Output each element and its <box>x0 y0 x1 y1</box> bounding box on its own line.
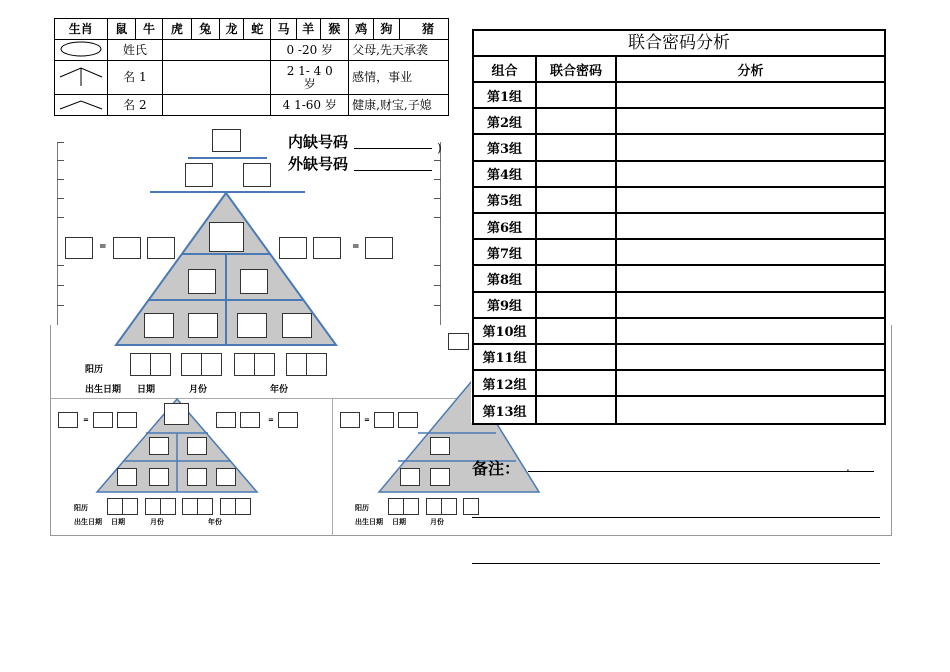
ruler-tick <box>57 305 64 306</box>
equation-box[interactable] <box>65 237 93 259</box>
ruler-tick <box>434 198 441 199</box>
group-label: 第13组 <box>474 397 537 423</box>
equation-box[interactable] <box>340 412 360 428</box>
small-pyramid-box[interactable] <box>149 437 169 455</box>
zodiac-header-cell: 猪 <box>399 19 448 40</box>
ruler-tick <box>57 179 64 180</box>
small-pyramid-box[interactable] <box>430 437 450 455</box>
zodiac-header-cell: 龙 <box>219 19 243 40</box>
zodiac-header-cell: 猴 <box>320 19 348 40</box>
peak-icon <box>55 61 108 95</box>
group-label: 第8组 <box>474 266 537 290</box>
analysis-cell[interactable] <box>617 135 884 159</box>
equals-sign: = <box>364 415 370 424</box>
equation-box[interactable] <box>147 237 175 259</box>
year-digit-box[interactable] <box>197 498 213 515</box>
zodiac-header-cell: 生肖 <box>55 19 108 40</box>
zodiac-row-label: 姓氏 <box>107 40 163 61</box>
code-cell[interactable] <box>537 397 617 423</box>
ruler-tick <box>434 179 441 180</box>
zodiac-row <box>55 95 449 116</box>
calendar-label: 阳历 <box>85 365 104 375</box>
analysis-cell[interactable] <box>617 214 884 238</box>
ruler-tick <box>434 160 441 161</box>
code-cell[interactable] <box>537 188 617 212</box>
zodiac-row-age: 0 -20 岁 <box>271 40 349 61</box>
small-pyramid-box[interactable] <box>430 468 450 486</box>
zodiac-header-cell: 马 <box>271 19 296 40</box>
month-label: 月份 <box>150 517 164 526</box>
small-pyramid-box[interactable] <box>164 403 189 425</box>
equation-box[interactable] <box>113 237 141 259</box>
column-header-code: 联合密码 <box>537 57 617 81</box>
pyramid-box-mid[interactable] <box>240 269 268 294</box>
zodiac-row-age: 4 1-60 岁 <box>271 95 349 116</box>
zodiac-header-cell: 鸡 <box>349 19 374 40</box>
birth-date-label: 出生日期 <box>74 517 102 526</box>
arc-icon <box>55 95 108 116</box>
code-cell[interactable] <box>537 135 617 159</box>
month-digit-box[interactable] <box>145 498 161 515</box>
day-digit-box[interactable] <box>122 498 138 515</box>
top-box[interactable] <box>212 129 241 152</box>
code-cell[interactable] <box>537 109 617 133</box>
table-row <box>474 188 884 214</box>
table-row <box>474 240 884 266</box>
inner-code-label: 内缺号码 <box>288 133 349 151</box>
month-digit-box[interactable] <box>426 498 442 515</box>
group-label: 第12组 <box>474 371 537 395</box>
table-row <box>474 135 884 161</box>
table-row <box>474 319 884 345</box>
zodiac-table <box>54 18 449 116</box>
analysis-cell[interactable] <box>617 319 884 343</box>
month-label: 月份 <box>430 517 444 526</box>
birth-date-label: 出生日期 <box>355 517 383 526</box>
left-ruler <box>57 142 58 325</box>
day-digit-box[interactable] <box>107 498 123 515</box>
day-label: 日期 <box>111 517 125 526</box>
zodiac-row-meaning: 感情，事业 <box>349 61 449 95</box>
zodiac-header-cell: 蛇 <box>244 19 271 40</box>
code-cell[interactable] <box>537 83 617 107</box>
zodiac-header-cell: 鼠 <box>107 19 135 40</box>
equals-sign: = <box>352 242 360 252</box>
code-cell[interactable] <box>537 371 617 395</box>
table-row <box>474 345 884 371</box>
table-row <box>474 214 884 240</box>
equation-box[interactable] <box>93 412 113 428</box>
equation-box[interactable] <box>279 237 307 259</box>
right-ruler <box>440 142 441 325</box>
inner-code-field[interactable] <box>354 148 432 149</box>
lower-frame-divider <box>332 398 333 536</box>
notes-line[interactable] <box>528 471 874 472</box>
group-label: 第2组 <box>474 109 537 133</box>
outer-code-label: 外缺号码 <box>288 155 349 173</box>
code-cell[interactable] <box>537 345 617 369</box>
notes-line[interactable] <box>472 517 880 518</box>
day-digit-box[interactable] <box>388 498 404 515</box>
analysis-cell[interactable] <box>617 109 884 133</box>
second-box-left[interactable] <box>185 163 213 187</box>
month-digit-box[interactable] <box>441 498 457 515</box>
analysis-cell[interactable] <box>617 83 884 107</box>
group-label: 第11组 <box>474 345 537 369</box>
year-digit-box[interactable] <box>182 498 198 515</box>
analysis-cell[interactable] <box>617 162 884 186</box>
analysis-cell[interactable] <box>617 266 884 290</box>
day-label: 日期 <box>392 517 406 526</box>
table-row <box>474 371 884 397</box>
zodiac-header-cell: 虎 <box>163 19 191 40</box>
group-label: 第7组 <box>474 240 537 264</box>
year-label: 年份 <box>270 385 289 395</box>
year-digit-box[interactable] <box>220 498 236 515</box>
notes-label: 备注： <box>472 459 521 478</box>
group-label: 第9组 <box>474 293 537 317</box>
analysis-cell[interactable] <box>617 345 884 369</box>
right-edge-char: ) <box>437 141 442 155</box>
notes-dot: . <box>846 460 850 474</box>
table-row <box>474 397 884 423</box>
column-header-group: 组合 <box>474 57 537 81</box>
pyramid-box-mid[interactable] <box>188 269 216 294</box>
table-row <box>474 266 884 292</box>
ruler-tick <box>434 217 441 218</box>
group-label: 第3组 <box>474 135 537 159</box>
code-cell[interactable] <box>537 266 617 290</box>
ruler-tick <box>57 217 64 218</box>
ruler-tick <box>434 285 441 286</box>
second-box-right[interactable] <box>243 163 271 187</box>
ruler-tick <box>434 305 441 306</box>
equals-sign: = <box>268 415 274 424</box>
group-label: 第4组 <box>474 162 537 186</box>
equals-sign: = <box>99 242 107 252</box>
small-pyramid-box[interactable] <box>149 468 169 486</box>
analysis-cell[interactable] <box>617 293 884 317</box>
ruler-tick <box>57 160 64 161</box>
equation-box[interactable] <box>117 412 137 428</box>
ruler-tick <box>434 265 441 266</box>
equation-box[interactable] <box>374 412 394 428</box>
zodiac-header-cell: 羊 <box>296 19 320 40</box>
column-header-analysis: 分析 <box>737 63 764 79</box>
table-row <box>474 83 884 109</box>
small-pyramid-box[interactable] <box>400 468 420 486</box>
zodiac-header-row <box>55 19 449 40</box>
birth-date-label: 出生日期 <box>85 385 122 395</box>
analysis-cell[interactable] <box>617 371 884 395</box>
analysis-cell[interactable] <box>617 397 884 423</box>
code-cell[interactable] <box>537 214 617 238</box>
small-pyramid-box[interactable] <box>187 468 207 486</box>
ruler-tick <box>57 265 64 266</box>
pyramid-box-top[interactable] <box>209 222 244 252</box>
calendar-label: 阳历 <box>355 503 369 512</box>
zodiac-row-age: 2 1- 4 0 岁 <box>271 61 349 95</box>
code-cell[interactable] <box>537 319 617 343</box>
equation-box[interactable] <box>365 237 393 259</box>
zodiac-row-label: 名 1 <box>107 61 163 95</box>
month-label: 月份 <box>189 385 208 395</box>
equation-box[interactable] <box>240 412 260 428</box>
zodiac-header-cell: 兔 <box>191 19 219 40</box>
group-label: 第10组 <box>474 319 537 343</box>
year-digit-box[interactable] <box>463 498 479 515</box>
ellipse-icon <box>55 40 108 61</box>
equals-sign: = <box>83 415 89 424</box>
ruler-tick <box>57 285 64 286</box>
analysis-header-row <box>474 57 884 83</box>
zodiac-row-meaning: 父母,先天承袭 <box>349 40 449 61</box>
equation-box[interactable] <box>216 412 236 428</box>
analysis-table <box>472 29 886 425</box>
zodiac-row-label: 名 2 <box>107 95 163 116</box>
code-cell[interactable] <box>537 240 617 264</box>
zodiac-row-meaning: 健康,财宝,子媳 <box>349 95 449 116</box>
table-row <box>474 162 884 188</box>
analysis-cell[interactable] <box>617 188 884 212</box>
year-digit-box[interactable] <box>235 498 251 515</box>
code-cell[interactable] <box>537 162 617 186</box>
analysis-cell[interactable] <box>617 240 884 264</box>
zodiac-header-cell: 狗 <box>374 19 399 40</box>
zodiac-row <box>55 61 449 95</box>
group-label: 第1组 <box>474 83 537 107</box>
code-cell[interactable] <box>537 293 617 317</box>
outer-code-field[interactable] <box>354 170 432 171</box>
ruler-tick <box>57 198 64 199</box>
notes-line[interactable] <box>472 563 880 564</box>
year-label: 年份 <box>208 517 222 526</box>
small-pyramid-box[interactable] <box>216 468 236 486</box>
equation-box[interactable] <box>58 412 78 428</box>
zodiac-row <box>55 40 449 61</box>
analysis-title: 联合密码分析 <box>474 31 884 57</box>
group-label: 第5组 <box>474 188 537 212</box>
day-label: 日期 <box>137 385 156 395</box>
calendar-label: 阳历 <box>74 503 88 512</box>
divider-line <box>188 157 267 159</box>
zodiac-header-cell: 牛 <box>135 19 162 40</box>
equation-box[interactable] <box>278 412 298 428</box>
group-label: 第6组 <box>474 214 537 238</box>
month-digit-box[interactable] <box>160 498 176 515</box>
ruler-tick <box>57 142 64 143</box>
table-row <box>474 293 884 319</box>
small-pyramid-box[interactable] <box>187 437 207 455</box>
equation-box[interactable] <box>313 237 341 259</box>
day-digit-box[interactable] <box>403 498 419 515</box>
small-pyramid-box[interactable] <box>117 468 137 486</box>
table-row <box>474 109 884 135</box>
small-box[interactable] <box>448 333 469 350</box>
equation-box[interactable] <box>398 412 418 428</box>
